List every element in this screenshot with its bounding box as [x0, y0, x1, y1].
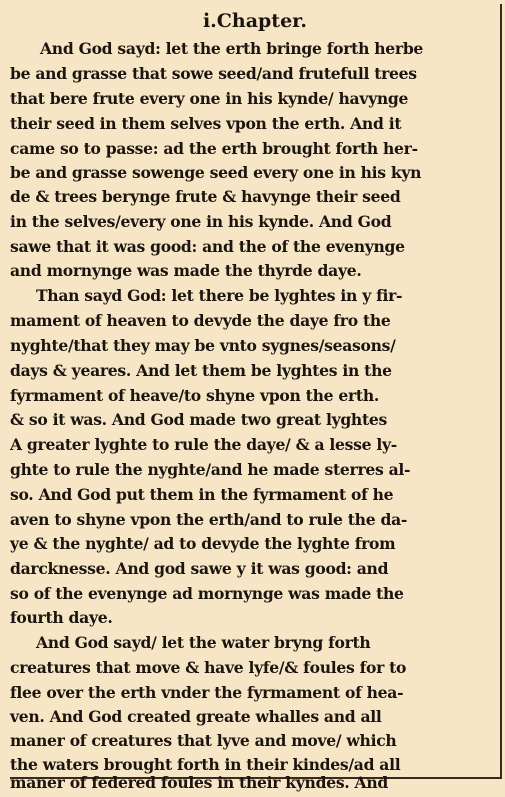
- text-line: the waters brought forth in their kindes/ad all: [10, 755, 401, 774]
- text-line: so. And God put them in the fyrmament of he: [10, 485, 394, 504]
- text-line: And God sayd/ let the water bryng forth: [36, 633, 371, 652]
- text-line: their seed in them selves vpon the erth. And it: [10, 114, 402, 133]
- text-line: aven to shyne vpon the erth/and to rule the da-: [10, 510, 408, 529]
- text-line: and mornynge was made the thyrde daye.: [10, 261, 362, 280]
- text-line: be and grasse sowenge seed every one in his kyn: [10, 163, 422, 182]
- text-line: so of the evenynge ad mornynge was made the: [10, 584, 404, 603]
- text-line: de & trees berynge frute & havynge their seed: [10, 187, 401, 206]
- text-line: maner of creatures that lyve and move/ which: [10, 731, 397, 750]
- text-line: darcknesse. And god sawe y it was good: and: [10, 559, 389, 578]
- text-line: flee over the erth vnder the fyrmament of hea-: [10, 683, 404, 702]
- text-line: ven. And God created greate whalles and all: [10, 707, 382, 726]
- text-line: days & yeares. And let them be lyghtes in the: [10, 361, 392, 380]
- text-line: fourth daye.: [10, 608, 113, 627]
- text-line: that bere frute every one in his kynde/ havynge: [10, 89, 409, 108]
- text-line: & so it was. And God made two great lyghtes: [10, 410, 387, 429]
- text-line: came so to passe: ad the erth brought forth her-: [10, 139, 418, 158]
- text-line: ghte to rule the nyghte/and he made sterres al-: [10, 460, 411, 479]
- text-line: nyghte/that they may be vnto sygnes/seasons/: [10, 336, 396, 355]
- text-line: in the selves/every one in his kynde. And God: [10, 212, 392, 231]
- text-line: mament of heaven to devyde the daye fro the: [10, 311, 391, 330]
- text-line: And God sayd: let the erth bringe forth herbe: [40, 39, 424, 58]
- text-line: be and grasse that sowe seed/and frutefull trees: [10, 64, 417, 83]
- text-line: maner of federed foules in their kyndes. And: [10, 773, 388, 792]
- text-line: fyrmament of heave/to shyne vpon the erth.: [10, 386, 379, 405]
- text-line: creatures that move & have lyfe/& foules for to: [10, 658, 407, 677]
- text-block: [10, 4, 502, 779]
- chapter-heading: i.Chapter.: [202, 10, 308, 32]
- text-line: ye & the nyghte/ ad to devyde the lyghte from: [10, 534, 396, 553]
- text-line: Than sayd God: let there be lyghtes in y fir-: [36, 286, 403, 305]
- text-line: A greater lyghte to rule the daye/ & a lesse ly-: [10, 435, 397, 454]
- text-line: sawe that it was good: and the of the evenynge: [10, 237, 405, 256]
